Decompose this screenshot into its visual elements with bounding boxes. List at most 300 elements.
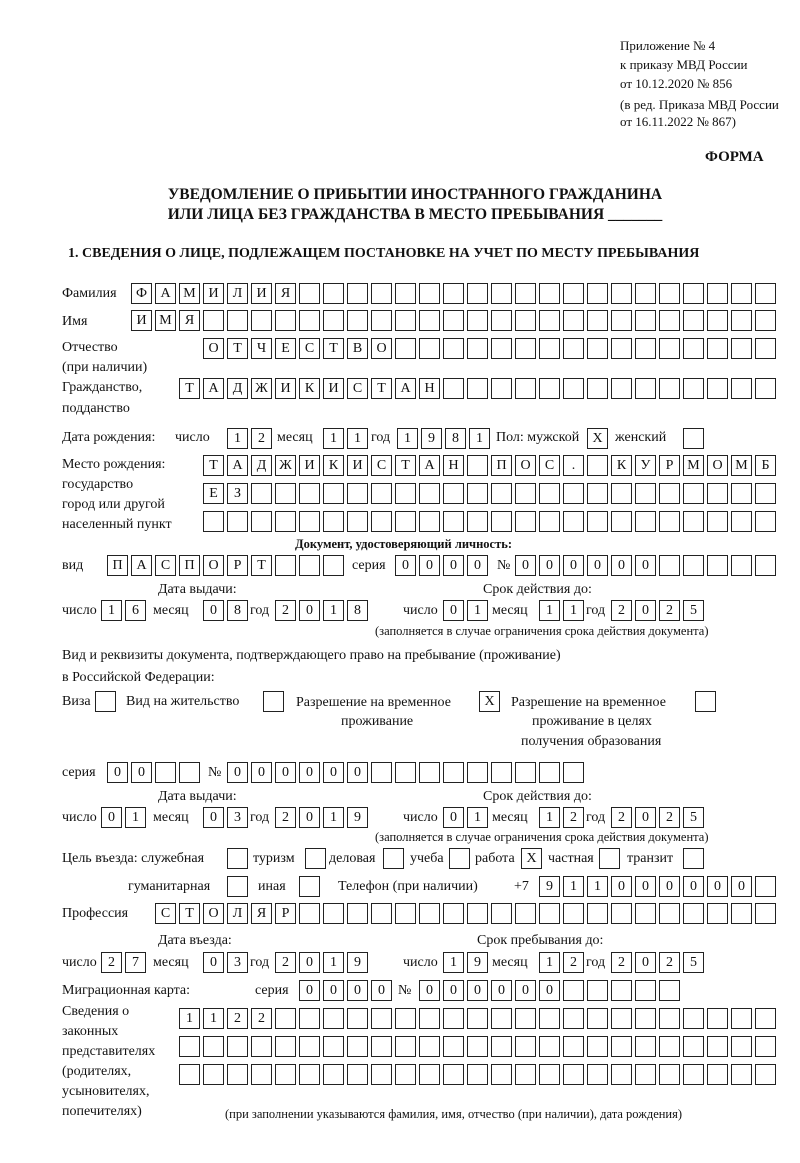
char-box[interactable]	[755, 876, 776, 897]
char-box[interactable]	[203, 310, 224, 331]
char-box[interactable]	[587, 511, 608, 532]
char-box[interactable]	[635, 903, 656, 924]
field-phone[interactable]	[539, 876, 779, 897]
char-box[interactable]: П	[107, 555, 128, 576]
field-citizenship[interactable]	[179, 378, 779, 399]
char-box[interactable]: 0	[299, 762, 320, 783]
field-patronymic[interactable]	[203, 338, 779, 359]
char-box[interactable]	[755, 483, 776, 504]
char-box[interactable]: 0	[515, 555, 536, 576]
field-p-humanitarian[interactable]	[227, 876, 251, 897]
char-box[interactable]: 1	[179, 1008, 200, 1029]
char-box[interactable]: 0	[443, 807, 464, 828]
field-p-transit[interactable]	[683, 848, 707, 869]
char-box[interactable]: 0	[107, 762, 128, 783]
char-box[interactable]: 0	[563, 555, 584, 576]
char-box[interactable]: Р	[275, 903, 296, 924]
field-sex-female[interactable]	[683, 428, 707, 449]
char-box[interactable]	[635, 338, 656, 359]
char-box[interactable]: Р	[227, 555, 248, 576]
char-box[interactable]: И	[203, 283, 224, 304]
char-box[interactable]: С	[371, 455, 392, 476]
char-box[interactable]	[683, 378, 704, 399]
char-box[interactable]: 0	[635, 952, 656, 973]
char-box[interactable]	[659, 1064, 680, 1085]
char-box[interactable]	[755, 283, 776, 304]
char-box[interactable]	[467, 1036, 488, 1057]
char-box[interactable]: 0	[227, 762, 248, 783]
char-box[interactable]	[443, 762, 464, 783]
char-box[interactable]	[731, 903, 752, 924]
char-box[interactable]	[539, 338, 560, 359]
field-stay-month[interactable]	[539, 952, 587, 973]
checkbox[interactable]	[683, 428, 704, 449]
char-box[interactable]: 0	[443, 980, 464, 1001]
checkbox[interactable]: X	[587, 428, 608, 449]
char-box[interactable]	[491, 1036, 512, 1057]
field-p-business[interactable]	[383, 848, 407, 869]
char-box[interactable]: О	[203, 338, 224, 359]
char-box[interactable]: 2	[611, 952, 632, 973]
char-box[interactable]: 0	[323, 980, 344, 1001]
char-box[interactable]	[635, 1064, 656, 1085]
char-box[interactable]: Н	[419, 378, 440, 399]
char-box[interactable]	[515, 1036, 536, 1057]
char-box[interactable]: С	[155, 555, 176, 576]
field-pob1[interactable]	[203, 455, 779, 476]
char-box[interactable]	[515, 283, 536, 304]
char-box[interactable]	[611, 310, 632, 331]
char-box[interactable]	[755, 378, 776, 399]
char-box[interactable]: 1	[323, 952, 344, 973]
char-box[interactable]: П	[491, 455, 512, 476]
char-box[interactable]	[707, 1008, 728, 1029]
char-box[interactable]: 0	[371, 980, 392, 1001]
char-box[interactable]	[491, 762, 512, 783]
char-box[interactable]	[707, 338, 728, 359]
char-box[interactable]: Л	[227, 903, 248, 924]
char-box[interactable]: 0	[131, 762, 152, 783]
field-rd-series[interactable]	[107, 762, 203, 783]
field-entry-month[interactable]	[203, 952, 251, 973]
char-box[interactable]	[299, 483, 320, 504]
char-box[interactable]: 0	[347, 762, 368, 783]
char-box[interactable]	[299, 555, 320, 576]
char-box[interactable]	[731, 378, 752, 399]
char-box[interactable]: К	[323, 455, 344, 476]
char-box[interactable]	[179, 1036, 200, 1057]
char-box[interactable]: О	[203, 903, 224, 924]
char-box[interactable]	[467, 903, 488, 924]
char-box[interactable]: М	[155, 310, 176, 331]
char-box[interactable]: 1	[467, 600, 488, 621]
field-name[interactable]	[131, 310, 779, 331]
char-box[interactable]	[275, 1036, 296, 1057]
char-box[interactable]: 0	[587, 555, 608, 576]
char-box[interactable]	[491, 1064, 512, 1085]
char-box[interactable]: Б	[755, 455, 776, 476]
char-box[interactable]	[491, 1008, 512, 1029]
char-box[interactable]: 1	[101, 600, 122, 621]
char-box[interactable]	[371, 310, 392, 331]
char-box[interactable]	[683, 1036, 704, 1057]
char-box[interactable]: 2	[659, 952, 680, 973]
char-box[interactable]	[443, 1036, 464, 1057]
char-box[interactable]	[467, 378, 488, 399]
char-box[interactable]	[299, 1008, 320, 1029]
char-box[interactable]	[563, 762, 584, 783]
char-box[interactable]	[443, 511, 464, 532]
char-box[interactable]	[563, 511, 584, 532]
char-box[interactable]	[371, 1008, 392, 1029]
char-box[interactable]: С	[347, 378, 368, 399]
char-box[interactable]	[347, 483, 368, 504]
char-box[interactable]: Т	[179, 903, 200, 924]
char-box[interactable]	[539, 310, 560, 331]
char-box[interactable]	[347, 511, 368, 532]
char-box[interactable]	[443, 1064, 464, 1085]
field-doc-series[interactable]	[395, 555, 491, 576]
char-box[interactable]: 1	[227, 428, 248, 449]
char-box[interactable]	[395, 310, 416, 331]
char-box[interactable]	[659, 378, 680, 399]
char-box[interactable]	[227, 511, 248, 532]
char-box[interactable]	[227, 310, 248, 331]
char-box[interactable]	[467, 455, 488, 476]
char-box[interactable]: 0	[275, 762, 296, 783]
char-box[interactable]	[659, 1008, 680, 1029]
char-box[interactable]	[443, 338, 464, 359]
char-box[interactable]: 9	[347, 952, 368, 973]
char-box[interactable]: 0	[467, 980, 488, 1001]
char-box[interactable]	[443, 378, 464, 399]
char-box[interactable]: Т	[251, 555, 272, 576]
char-box[interactable]	[275, 1008, 296, 1029]
char-box[interactable]	[155, 762, 176, 783]
char-box[interactable]: 1	[323, 600, 344, 621]
char-box[interactable]	[299, 283, 320, 304]
char-box[interactable]	[419, 338, 440, 359]
char-box[interactable]: 2	[227, 1008, 248, 1029]
char-box[interactable]	[323, 283, 344, 304]
char-box[interactable]: 2	[563, 952, 584, 973]
char-box[interactable]	[515, 1064, 536, 1085]
char-box[interactable]: С	[539, 455, 560, 476]
char-box[interactable]: О	[371, 338, 392, 359]
checkbox[interactable]	[449, 848, 470, 869]
char-box[interactable]: 1	[323, 807, 344, 828]
char-box[interactable]	[683, 310, 704, 331]
char-box[interactable]: 8	[347, 600, 368, 621]
char-box[interactable]	[515, 1008, 536, 1029]
char-box[interactable]: .	[563, 455, 584, 476]
char-box[interactable]	[395, 283, 416, 304]
char-box[interactable]: 0	[539, 555, 560, 576]
char-box[interactable]	[635, 378, 656, 399]
char-box[interactable]	[539, 1008, 560, 1029]
char-box[interactable]: 9	[467, 952, 488, 973]
char-box[interactable]: 2	[275, 952, 296, 973]
char-box[interactable]	[323, 1036, 344, 1057]
char-box[interactable]	[371, 1036, 392, 1057]
char-box[interactable]	[395, 1008, 416, 1029]
char-box[interactable]: 0	[611, 555, 632, 576]
field-stay-year[interactable]	[611, 952, 707, 973]
checkbox[interactable]	[599, 848, 620, 869]
char-box[interactable]	[731, 555, 752, 576]
checkbox[interactable]	[299, 876, 320, 897]
char-box[interactable]	[635, 1008, 656, 1029]
char-box[interactable]	[323, 310, 344, 331]
char-box[interactable]	[659, 310, 680, 331]
char-box[interactable]	[587, 1064, 608, 1085]
char-box[interactable]	[347, 1008, 368, 1029]
char-box[interactable]: 6	[125, 600, 146, 621]
char-box[interactable]	[587, 903, 608, 924]
char-box[interactable]: Т	[371, 378, 392, 399]
field-rd-valid-month[interactable]	[539, 807, 587, 828]
checkbox[interactable]	[305, 848, 326, 869]
char-box[interactable]	[467, 310, 488, 331]
char-box[interactable]	[635, 483, 656, 504]
checkbox[interactable]	[227, 876, 248, 897]
char-box[interactable]	[419, 1008, 440, 1029]
char-box[interactable]: У	[635, 455, 656, 476]
char-box[interactable]: 0	[347, 980, 368, 1001]
char-box[interactable]: А	[203, 378, 224, 399]
char-box[interactable]: Т	[395, 455, 416, 476]
char-box[interactable]	[539, 762, 560, 783]
char-box[interactable]	[659, 980, 680, 1001]
char-box[interactable]	[299, 511, 320, 532]
checkbox[interactable]	[383, 848, 404, 869]
field-p-study[interactable]	[449, 848, 473, 869]
char-box[interactable]	[371, 511, 392, 532]
char-box[interactable]: 1	[125, 807, 146, 828]
char-box[interactable]: 2	[251, 428, 272, 449]
char-box[interactable]: 0	[299, 952, 320, 973]
char-box[interactable]	[179, 1064, 200, 1085]
char-box[interactable]	[539, 1036, 560, 1057]
char-box[interactable]	[275, 511, 296, 532]
char-box[interactable]	[731, 1036, 752, 1057]
char-box[interactable]	[731, 511, 752, 532]
char-box[interactable]	[227, 1064, 248, 1085]
char-box[interactable]	[323, 483, 344, 504]
char-box[interactable]: А	[131, 555, 152, 576]
field-p-service[interactable]	[227, 848, 251, 869]
char-box[interactable]: Л	[227, 283, 248, 304]
char-box[interactable]	[467, 1008, 488, 1029]
char-box[interactable]: 0	[101, 807, 122, 828]
char-box[interactable]	[611, 378, 632, 399]
char-box[interactable]: 7	[125, 952, 146, 973]
char-box[interactable]	[707, 483, 728, 504]
field-rd-valid-year[interactable]	[611, 807, 707, 828]
field-entry-day[interactable]	[101, 952, 149, 973]
char-box[interactable]: 1	[563, 876, 584, 897]
checkbox[interactable]	[695, 691, 716, 712]
char-box[interactable]	[707, 903, 728, 924]
char-box[interactable]: 3	[227, 807, 248, 828]
char-box[interactable]	[515, 762, 536, 783]
char-box[interactable]	[251, 310, 272, 331]
char-box[interactable]	[443, 483, 464, 504]
char-box[interactable]	[587, 483, 608, 504]
char-box[interactable]	[299, 903, 320, 924]
char-box[interactable]: 1	[397, 428, 418, 449]
char-box[interactable]	[563, 1064, 584, 1085]
char-box[interactable]: 0	[443, 600, 464, 621]
char-box[interactable]	[395, 511, 416, 532]
char-box[interactable]	[467, 762, 488, 783]
char-box[interactable]	[419, 1036, 440, 1057]
char-box[interactable]: 1	[347, 428, 368, 449]
char-box[interactable]	[755, 310, 776, 331]
char-box[interactable]	[563, 903, 584, 924]
char-box[interactable]	[683, 283, 704, 304]
char-box[interactable]: 0	[707, 876, 728, 897]
char-box[interactable]: 0	[635, 600, 656, 621]
char-box[interactable]: Ф	[131, 283, 152, 304]
char-box[interactable]	[443, 903, 464, 924]
checkbox[interactable]	[227, 848, 248, 869]
char-box[interactable]	[587, 310, 608, 331]
char-box[interactable]	[563, 483, 584, 504]
char-box[interactable]: 0	[635, 807, 656, 828]
field-entry-year[interactable]	[275, 952, 371, 973]
char-box[interactable]	[683, 338, 704, 359]
field-doc-number[interactable]	[515, 555, 779, 576]
char-box[interactable]	[731, 483, 752, 504]
char-box[interactable]: Е	[275, 338, 296, 359]
char-box[interactable]	[755, 511, 776, 532]
field-doc-valid-year[interactable]	[611, 600, 707, 621]
char-box[interactable]	[587, 338, 608, 359]
char-box[interactable]: 5	[683, 600, 704, 621]
char-box[interactable]	[755, 1064, 776, 1085]
char-box[interactable]	[683, 555, 704, 576]
char-box[interactable]	[227, 1036, 248, 1057]
char-box[interactable]: С	[155, 903, 176, 924]
char-box[interactable]: А	[419, 455, 440, 476]
char-box[interactable]	[395, 338, 416, 359]
field-profession[interactable]	[155, 903, 779, 924]
char-box[interactable]: Т	[227, 338, 248, 359]
char-box[interactable]	[659, 483, 680, 504]
char-box[interactable]	[635, 1036, 656, 1057]
char-box[interactable]: Ж	[275, 455, 296, 476]
char-box[interactable]	[659, 338, 680, 359]
char-box[interactable]: 1	[539, 600, 560, 621]
char-box[interactable]: 1	[467, 807, 488, 828]
char-box[interactable]	[731, 338, 752, 359]
char-box[interactable]	[755, 555, 776, 576]
field-p-private[interactable]	[599, 848, 623, 869]
char-box[interactable]: 0	[323, 762, 344, 783]
char-box[interactable]	[587, 378, 608, 399]
char-box[interactable]: 0	[491, 980, 512, 1001]
char-box[interactable]	[611, 1036, 632, 1057]
char-box[interactable]	[563, 980, 584, 1001]
char-box[interactable]	[755, 338, 776, 359]
char-box[interactable]	[707, 555, 728, 576]
char-box[interactable]: И	[347, 455, 368, 476]
char-box[interactable]: Д	[251, 455, 272, 476]
char-box[interactable]: 1	[587, 876, 608, 897]
char-box[interactable]: 0	[299, 980, 320, 1001]
char-box[interactable]: 0	[611, 876, 632, 897]
char-box[interactable]	[755, 1008, 776, 1029]
char-box[interactable]	[371, 483, 392, 504]
char-box[interactable]: 0	[251, 762, 272, 783]
char-box[interactable]: С	[299, 338, 320, 359]
char-box[interactable]	[659, 1036, 680, 1057]
field-residence[interactable]	[263, 691, 287, 712]
char-box[interactable]	[563, 310, 584, 331]
field-temp-residence[interactable]	[479, 691, 503, 712]
char-box[interactable]: 2	[563, 807, 584, 828]
char-box[interactable]: 0	[419, 555, 440, 576]
char-box[interactable]	[323, 1008, 344, 1029]
char-box[interactable]: О	[203, 555, 224, 576]
char-box[interactable]: Я	[251, 903, 272, 924]
field-p-other[interactable]	[299, 876, 323, 897]
char-box[interactable]	[419, 511, 440, 532]
field-dob-day[interactable]	[227, 428, 275, 449]
checkbox[interactable]	[263, 691, 284, 712]
char-box[interactable]	[347, 1064, 368, 1085]
char-box[interactable]	[467, 283, 488, 304]
char-box[interactable]	[539, 903, 560, 924]
char-box[interactable]	[323, 555, 344, 576]
char-box[interactable]: 3	[227, 952, 248, 973]
char-box[interactable]	[395, 1064, 416, 1085]
char-box[interactable]	[731, 1064, 752, 1085]
char-box[interactable]	[491, 338, 512, 359]
char-box[interactable]: Ч	[251, 338, 272, 359]
char-box[interactable]: 1	[563, 600, 584, 621]
field-rd-number[interactable]	[227, 762, 587, 783]
field-doc-issue-year[interactable]	[275, 600, 371, 621]
field-reps3[interactable]	[179, 1064, 779, 1085]
char-box[interactable]	[299, 1036, 320, 1057]
char-box[interactable]	[443, 283, 464, 304]
char-box[interactable]	[563, 1036, 584, 1057]
char-box[interactable]	[611, 283, 632, 304]
char-box[interactable]	[275, 1064, 296, 1085]
checkbox[interactable]	[95, 691, 116, 712]
char-box[interactable]	[275, 555, 296, 576]
char-box[interactable]	[275, 310, 296, 331]
char-box[interactable]	[371, 1064, 392, 1085]
char-box[interactable]	[683, 1008, 704, 1029]
char-box[interactable]	[443, 1008, 464, 1029]
char-box[interactable]	[707, 1036, 728, 1057]
field-stay-day[interactable]	[443, 952, 491, 973]
char-box[interactable]: Я	[275, 283, 296, 304]
char-box[interactable]: 9	[347, 807, 368, 828]
char-box[interactable]: 0	[299, 600, 320, 621]
char-box[interactable]	[515, 338, 536, 359]
char-box[interactable]	[539, 378, 560, 399]
checkbox[interactable]: X	[521, 848, 542, 869]
char-box[interactable]: 0	[635, 555, 656, 576]
char-box[interactable]: Д	[227, 378, 248, 399]
char-box[interactable]: Н	[443, 455, 464, 476]
char-box[interactable]: 9	[421, 428, 442, 449]
char-box[interactable]	[707, 283, 728, 304]
